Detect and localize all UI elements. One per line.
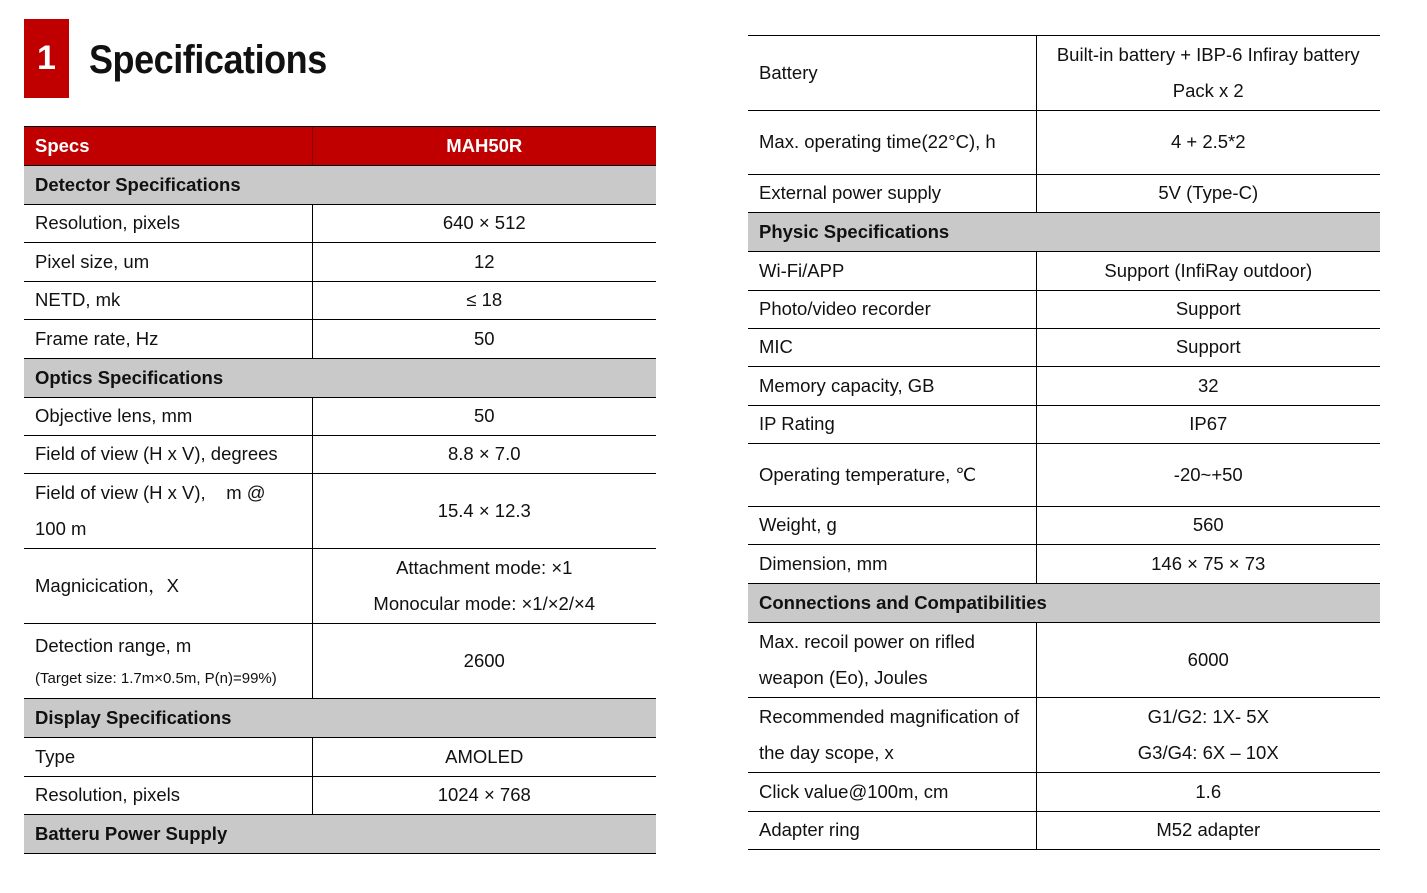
section-number-badge: 1 [24, 19, 69, 98]
spec-label: Magnicication，X [24, 549, 312, 624]
spec-label: Battery [748, 36, 1036, 111]
section-row [24, 815, 656, 854]
spec-label: Frame rate, Hz [24, 320, 312, 359]
section-label: Physic Specifications [748, 213, 1380, 252]
section-row [24, 359, 656, 398]
spec-value: 146 × 75 × 73 [1036, 545, 1380, 584]
spec-label: IP Rating [748, 406, 1036, 444]
header-model: MAH50R [312, 127, 656, 166]
spec-label: Memory capacity, GB [748, 367, 1036, 406]
table-row [24, 624, 656, 699]
table-row [748, 367, 1380, 406]
spec-label: External power supply [748, 175, 1036, 213]
spec-value: ≤ 18 [312, 282, 656, 320]
spec-value: 32 [1036, 367, 1380, 406]
table-row [748, 252, 1380, 291]
page-title: Specifications [89, 38, 327, 82]
section-label: Batteru Power Supply [24, 815, 656, 854]
table-row [24, 282, 656, 320]
header-specs: Specs [24, 127, 312, 166]
spec-label: Field of view (H x V), m @ 100 m [24, 474, 312, 549]
spec-value: 640 × 512 [312, 205, 656, 243]
spec-label: Adapter ring [748, 812, 1036, 850]
spec-value: 50 [312, 320, 656, 359]
spec-label: Recommended magnification of the day scope, x [748, 698, 1036, 773]
spec-value: M52 adapter [1036, 812, 1380, 850]
section-row [24, 699, 656, 738]
spec-value: Support [1036, 329, 1380, 367]
section-label: Connections and Compatibilities [748, 584, 1380, 623]
spec-label: Dimension, mm [748, 545, 1036, 584]
spec-value: 5V (Type-C) [1036, 175, 1380, 213]
spec-value: Built-in battery + IBP-6 Infiray battery Pack x 2 [1036, 36, 1380, 111]
spec-label-note: (Target size: 1.7m×0.5m, P(n)=99%) [35, 670, 277, 688]
spec-value-line: G1/G2: 1X- 5X [1147, 705, 1269, 727]
spec-value: IP67 [1036, 406, 1380, 444]
spec-value: 50 [312, 398, 656, 436]
section-row [748, 584, 1380, 623]
spec-label: Max. recoil power on rifled weapon (Eo), Joules [748, 623, 1036, 698]
table-row [24, 474, 656, 549]
table-row [748, 623, 1380, 698]
spec-value: 12 [312, 243, 656, 282]
table-row [24, 243, 656, 282]
spec-label: Max. operating time(22°C), h [748, 111, 1036, 175]
spec-value: Support [1036, 291, 1380, 329]
table-row [748, 698, 1380, 773]
spec-value: 1024 × 768 [312, 777, 656, 815]
table-row [748, 444, 1380, 507]
spec-label: Type [24, 738, 312, 777]
spec-value: 4 + 2.5*2 [1036, 111, 1380, 175]
spec-label: Wi-Fi/APP [748, 252, 1036, 291]
spec-label: Resolution, pixels [24, 777, 312, 815]
table-row [748, 406, 1380, 444]
table-row [24, 777, 656, 815]
spec-label: MIC [748, 329, 1036, 367]
spec-label: Photo/video recorder [748, 291, 1036, 329]
spec-value: AMOLED [312, 738, 656, 777]
spec-value-line: Attachment mode: ×1 [396, 556, 573, 578]
spec-value: Support (InfiRay outdoor) [1036, 252, 1380, 291]
table-row [24, 320, 656, 359]
section-label: Optics Specifications [24, 359, 656, 398]
spec-label-line: Detection range, m [35, 635, 192, 657]
table-row [24, 436, 656, 474]
spec-label: Click value@100m, cm [748, 773, 1036, 812]
table-row [748, 545, 1380, 584]
spec-value: 2600 [312, 624, 656, 699]
table-row [748, 329, 1380, 367]
spec-label: Operating temperature, ℃ [748, 444, 1036, 507]
spec-label: Pixel size, um [24, 243, 312, 282]
section-label: Display Specifications [24, 699, 656, 738]
spec-label: Resolution, pixels [24, 205, 312, 243]
spec-label [24, 624, 312, 699]
spec-value-line: G3/G4: 6X – 10X [1137, 742, 1279, 763]
spec-label: NETD, mk [24, 282, 312, 320]
table-row [748, 291, 1380, 329]
spec-label: Field of view (H x V), degrees [24, 436, 312, 474]
spec-label: Weight, g [748, 507, 1036, 545]
table-row [748, 773, 1380, 812]
spec-value: 560 [1036, 507, 1380, 545]
table-header-row [24, 127, 656, 166]
spec-label: Objective lens, mm [24, 398, 312, 436]
section-row [748, 213, 1380, 252]
spec-value-line: Monocular mode: ×1/×2/×4 [373, 593, 596, 614]
spec-value: 1.6 [1036, 773, 1380, 812]
spec-table-right [748, 35, 1380, 850]
table-row [748, 111, 1380, 175]
table-row [24, 738, 656, 777]
table-row [748, 812, 1380, 850]
table-row [24, 549, 656, 624]
spec-value: 15.4 × 12.3 [312, 474, 656, 549]
spec-value: 6000 [1036, 623, 1380, 698]
section-row [24, 166, 656, 205]
section-label: Detector Specifications [24, 166, 656, 205]
spec-value [312, 549, 656, 624]
table-row [748, 507, 1380, 545]
table-row [748, 36, 1380, 111]
table-row [748, 175, 1380, 213]
spec-value: -20~+50 [1036, 444, 1380, 507]
spec-value: 8.8 × 7.0 [312, 436, 656, 474]
table-row [24, 205, 656, 243]
table-row [24, 398, 656, 436]
spec-table-left [24, 126, 656, 854]
spec-value [1036, 698, 1380, 773]
